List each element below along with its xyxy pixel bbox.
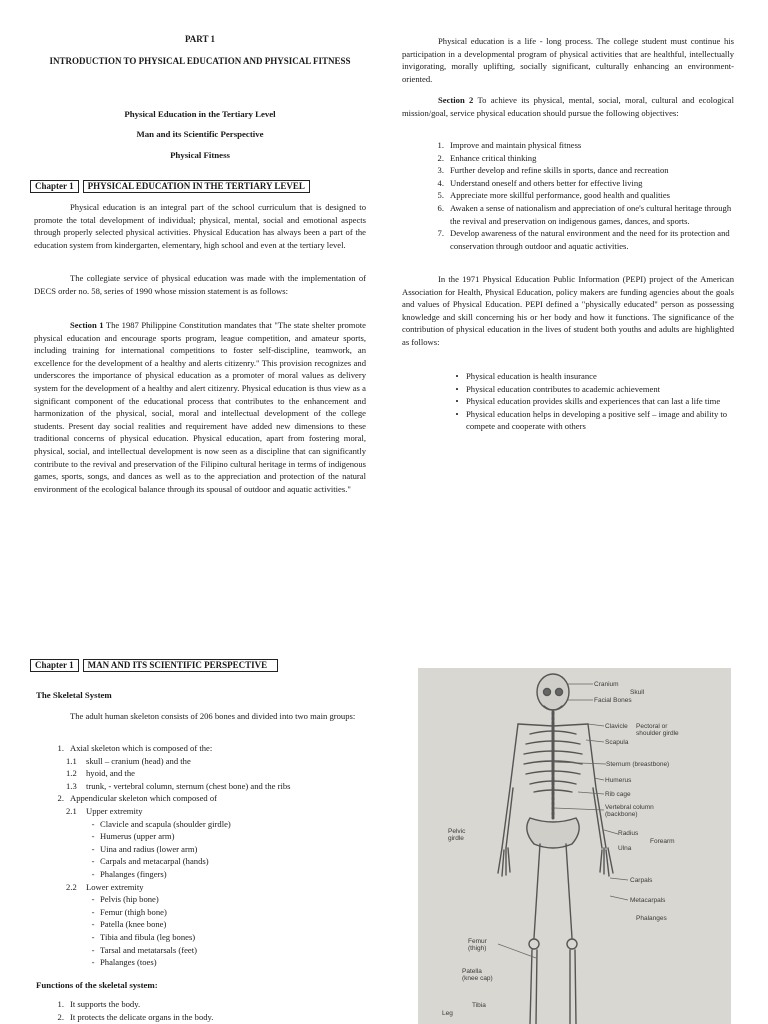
chapter-1-header-2 <box>30 659 278 672</box>
label-skull: Skull <box>630 689 645 696</box>
label-forearm: Forearm <box>650 838 675 845</box>
paragraph: The collegiate service of physical education was made with the implementation of DECS order no. 58, series of 1990 whose mission statement is as follows: <box>34 273 366 296</box>
label-femur: Femur (thigh) <box>468 938 487 952</box>
chapter-title: MAN AND ITS SCIENTIFIC PERSPECTIVE <box>83 659 279 672</box>
skeleton-groups-list <box>34 742 364 969</box>
label-tibia: Tibia <box>472 1002 486 1009</box>
list-item: 1.1 skull – cranium (head) and the <box>66 755 191 766</box>
functions-list <box>34 998 364 1023</box>
paragraph: Physical education is an integral part of the school curriculum that is designed to promote the total development of individual; physical, mental, social and emotional aspects through properly selected physical activities. Physical Education has always been a part of the education system from kindergarten, elementary, high school and even at the tertiary level. <box>34 202 366 250</box>
section-1-label: Section 1 <box>70 320 104 330</box>
list-item: 1.2 hyoid, and the <box>66 768 135 779</box>
list-item: 2. It protects the delicate organs in the body. <box>57 1011 214 1022</box>
label-patella: Patella (knee cap) <box>462 968 493 982</box>
chapter-1-header <box>30 180 310 193</box>
list-item: 2.1 Upper extremity <box>66 805 143 816</box>
list-item: - Humerus (upper arm) <box>91 831 175 842</box>
label-cranium: Cranium <box>594 681 619 688</box>
list-item: - Phalanges (fingers) <box>91 868 167 879</box>
paragraph: In the 1971 Physical Education Public Information (PEPI) project of the American Association for Health, Physical Education, policy makers are funding agencies about the goals and values of Physical Education. PEPI defined a "physically educated" person as possessing knowledge and skill concerning his or her body and how it functions. The significance of the contribution of physical education in the lives of student both youths and adults are highlighted as follows: <box>402 274 734 347</box>
list-item: 2.2 Lower extremity <box>66 881 144 892</box>
part-heading: INTRODUCTION TO PHYSICAL EDUCATION AND PHYSICAL FITNESS <box>49 56 351 66</box>
chapter-label: Chapter 1 <box>30 659 79 672</box>
label-vertebral-column: Vertebral column (backbone) <box>605 804 654 818</box>
list-item: 7. Develop awareness of the natural environment and the need for its protection and conservation through outdoor and aquatic activities. <box>437 228 730 251</box>
label-facial-bones: Facial Bones <box>594 697 632 704</box>
list-item: 1.3 trunk, - vertebral column, sternum (chest bone) and the ribs <box>66 780 291 791</box>
list-item: 1. Improve and maintain physical fitness <box>437 140 582 150</box>
list-item: - Tibia and fibula (leg bones) <box>91 931 196 942</box>
label-phalanges: Phalanges <box>636 915 667 922</box>
list-item: - Pelvis (hip bone) <box>91 894 159 905</box>
list-item: 2. Enhance critical thinking <box>437 152 537 163</box>
list-item: • Physical education is health insurance <box>455 371 597 381</box>
list-item: 4. Understand oneself and others better for effective living <box>437 177 643 188</box>
label-clavicle: Clavicle <box>605 723 628 730</box>
list-item: - Tarsal and metatarsals (feet) <box>91 944 197 955</box>
label-scapula: Scapula <box>605 739 629 746</box>
list-item: 1. Axial skeleton which is composed of the: <box>57 743 213 753</box>
list-item: - Phalanges (toes) <box>91 957 157 968</box>
list-item: - Femur (thigh bone) <box>91 906 167 917</box>
section-2-text: To achieve its physical, mental, social, moral, cultural and ecological mission/goal, service physical education should pursue the following objectives: <box>402 95 734 118</box>
topic-2: Man and its Scientific Perspective <box>136 129 264 139</box>
list-item: 5. Appreciate more skillful performance, good health and qualities <box>437 190 671 201</box>
section-1-paragraph <box>34 319 366 495</box>
section-2-paragraph <box>402 94 734 119</box>
label-pectoral-girdle: Pectoral or shoulder girdle <box>636 723 679 737</box>
benefits-list <box>448 370 734 433</box>
part-title: PART 1 <box>184 34 216 44</box>
label-pelvic-girdle: Pelvic girdle <box>448 828 466 842</box>
topic-1: Physical Education in the Tertiary Level <box>124 109 276 119</box>
paragraph: The adult human skeleton consists of 206 bones and divided into two main groups: <box>70 711 356 721</box>
list-item: - Patella (knee bone) <box>91 919 167 930</box>
list-item: • Physical education provides skills and experiences that can last a life time <box>455 396 721 407</box>
functions-heading: Functions of the skeletal system: <box>36 980 158 990</box>
label-sternum: Sternum (breastbone) <box>606 761 670 768</box>
section-1-text: The 1987 Philippine Constitution mandates that "The state shelter promote physical education and encourage sports program, league competition, and amateur sports, including training for international competitions to foster self-discipline, teamwork, an excellence for the development of a healthy and alerts citizenry." This provision recognizes and underscores the importance of physical education as a promoter of moral values as delivery system for the development of a healthy and alert citizenry. Physical education is thus view as a significant component of the educational process that contributes to the enhancement and harmonization of the physical, social, moral and intellectual development of the college students. Present day social realities and requirement have added new dimensions to these traditional concerns of physical education. Physical education, apart from fostering moral, physical, social, and intellectual development is now seen as a discipline that can significantly contribute to the revival and preservation of the Filipino cultural heritage in terms of indigenous games, sports, songs, and dances as well as to the appreciation and protection of the natural environment of the ecological balance through its spousal of outdoor and aquatic activities." <box>34 320 366 494</box>
chapter-title: PHYSICAL EDUCATION IN THE TERTIARY LEVEL <box>83 180 310 193</box>
objectives-list <box>426 139 732 252</box>
list-item: - Uina and radius (lower arm) <box>91 843 198 854</box>
label-ulna: Ulna <box>618 845 632 852</box>
label-humerus: Humerus <box>605 777 632 784</box>
label-rib-cage: Rib cage <box>605 791 631 798</box>
list-item: 6. Awaken a sense of nationalism and appreciation of one's cultural heritage through the revival and preservation on indigenous games, dances, and sports. <box>437 202 732 226</box>
list-item: 3. Further develop and refine skills in sports, dance and recreation <box>437 165 669 176</box>
label-radius: Radius <box>618 830 639 837</box>
paragraph: Physical education is a life - long process. The college student must continue his participation in a developmental program of physical activities that are healthful, intellectually invigorating, morally uplifting, socially significant, culturally enhancing an environment-oriented. <box>402 36 734 84</box>
skeleton-figure <box>418 668 731 1024</box>
topic-3: Physical Fitness <box>170 150 230 160</box>
label-leg: Leg <box>442 1010 453 1017</box>
chapter-label: Chapter 1 <box>30 180 79 193</box>
list-item: 2. Appendicular skeleton which composed of <box>57 793 218 804</box>
list-item: - Carpals and metacarpal (hands) <box>91 856 209 867</box>
list-item: • Physical education helps in developing a positive self – image and ability to compete and cooperate with others <box>455 408 728 432</box>
label-metacarpals: Metacarpals <box>630 897 666 904</box>
list-item: • Physical education contributes to academic achievement <box>455 383 661 394</box>
subheading: The Skeletal System <box>36 690 112 700</box>
section-2-label: Section 2 <box>438 95 474 105</box>
list-item: 1. It supports the body. <box>57 999 141 1009</box>
list-item: - Clavicle and scapula (shoulder girdle) <box>91 818 231 829</box>
label-carpals: Carpals <box>630 877 653 884</box>
